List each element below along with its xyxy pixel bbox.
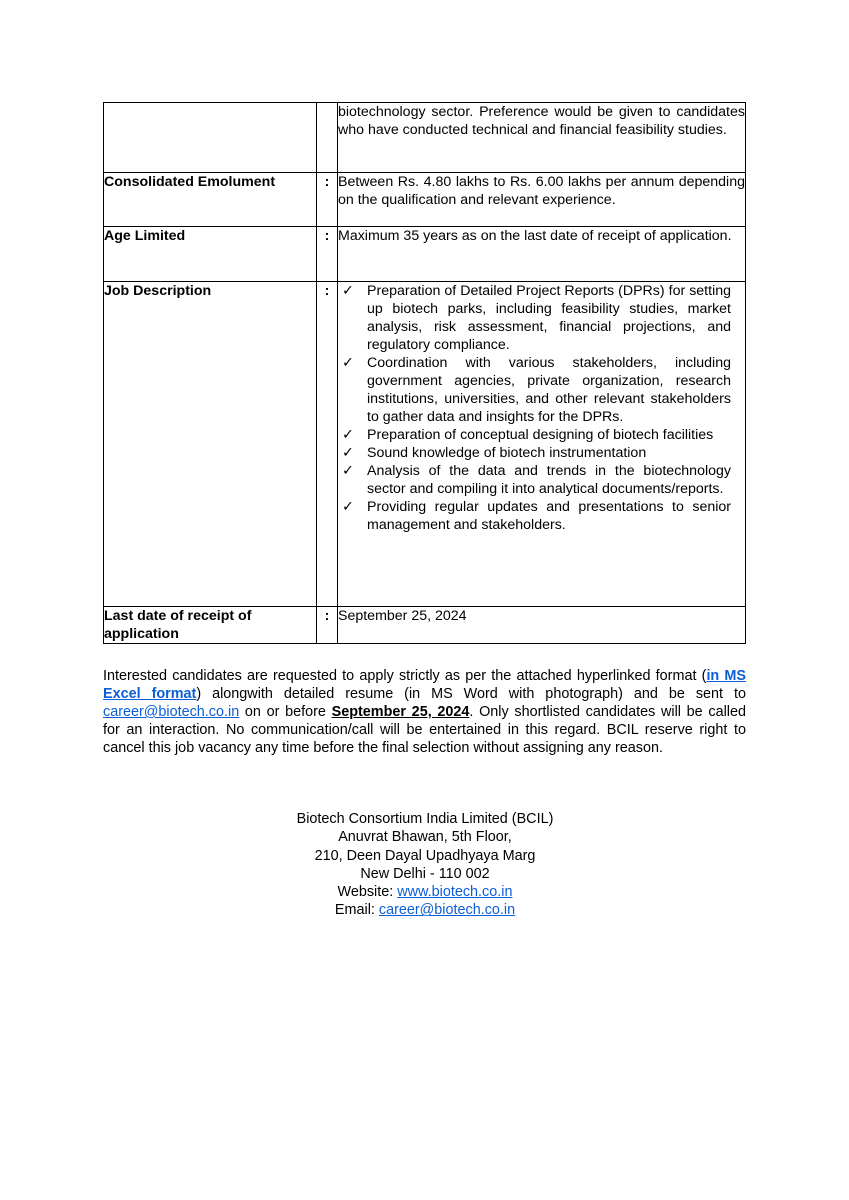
instructions-text: on or before	[239, 704, 332, 720]
contact-address-block	[200, 810, 650, 920]
list-item	[340, 354, 731, 426]
career-email-link[interactable]: career@biotech.co.in	[103, 704, 240, 720]
list-item	[340, 282, 731, 354]
list-item	[340, 498, 731, 534]
row-colon: :	[317, 607, 338, 644]
row-colon	[317, 103, 338, 173]
duty-text: Providing regular updates and presentations to senior management and stakeholders.	[367, 499, 731, 533]
job-duties-list	[340, 282, 745, 534]
job-details-table	[103, 102, 746, 644]
application-instructions	[103, 667, 746, 757]
row-colon: :	[317, 173, 338, 227]
organization-name: Biotech Consortium India Limited (BCIL)	[296, 811, 554, 827]
list-item	[340, 462, 731, 498]
excel-format-link[interactable]: in MS Excel format	[103, 668, 747, 702]
checkmark-icon: ✓	[342, 463, 354, 479]
website-line	[200, 883, 650, 901]
duty-text: Analysis of the data and trends in the biotechnology sector and compiling it into analytical documents/reports.	[367, 463, 731, 497]
table-row-emolument	[104, 173, 746, 227]
table-row-qualification-continued	[104, 103, 746, 173]
checkmark-icon: ✓	[342, 427, 354, 443]
list-item	[340, 426, 731, 444]
duty-text: Sound knowledge of biotech instrumentation	[367, 445, 647, 461]
table-row-age-limit	[104, 227, 746, 282]
checkmark-icon: ✓	[342, 499, 354, 515]
contact-email-link[interactable]: career@biotech.co.in	[378, 902, 516, 919]
checkmark-icon: ✓	[342, 355, 354, 371]
row-value-last-date: September 25, 2024	[338, 607, 746, 644]
email-line	[200, 901, 650, 919]
row-label-job-description: Job Description	[104, 282, 317, 607]
duty-text: Preparation of conceptual designing of biotech facilities	[367, 427, 714, 443]
row-value-qualification: biotechnology sector. Preference would be given to candidates who have conducted technical and financial feasibility studies.	[338, 103, 746, 173]
row-label-last-date: Last date of receipt of application	[104, 607, 317, 644]
deadline-date: September 25, 2024	[331, 704, 470, 720]
checkmark-icon: ✓	[342, 283, 354, 299]
address-line: New Delhi - 110 002	[360, 865, 490, 882]
email-label: Email:	[334, 902, 379, 919]
row-value-job-description	[338, 282, 746, 607]
row-value-age-limit: Maximum 35 years as on the last date of receipt of application.	[338, 227, 746, 282]
list-item	[340, 444, 731, 462]
row-label-age-limit: Age Limited	[104, 227, 317, 282]
instructions-text: . Only shortlisted candidates will be called for an interaction. No communication/call will be entertained in this regard. BCIL reserve right to cancel this job vacancy any time before the final selection without assigning any reason.	[103, 704, 746, 756]
address-line: 210, Deen Dayal Upadhyaya Marg	[314, 847, 536, 864]
row-value-emolument: Between Rs. 4.80 lakhs to Rs. 6.00 lakhs per annum depending on the qualification and relevant experience.	[338, 173, 746, 227]
checkmark-icon: ✓	[342, 445, 354, 461]
row-label-emolument: Consolidated Emolument	[104, 173, 317, 227]
website-label: Website:	[337, 884, 398, 901]
table-row-job-description	[104, 282, 746, 607]
instructions-text: ) alongwith detailed resume (in MS Word with photograph) and be sent to	[196, 686, 746, 702]
duty-text: Coordination with various stakeholders, including government agencies, private organization, research institutions, universities, and other relevant stakeholders to gather data and insights for the DPRs.	[367, 355, 731, 425]
duty-text: Preparation of Detailed Project Reports (DPRs) for setting up biotech parks, including feasibility studies, market analysis, risk assessment, financial projections, and regulatory compliance.	[367, 283, 731, 353]
table-row-last-date	[104, 607, 746, 644]
row-label	[104, 103, 317, 173]
website-link[interactable]: www.biotech.co.in	[397, 884, 513, 901]
row-colon: :	[317, 227, 338, 282]
address-line: Anuvrat Bhawan, 5th Floor,	[338, 829, 512, 846]
row-colon: :	[317, 282, 338, 607]
instructions-text: Interested candidates are requested to apply strictly as per the attached hyperlinked format (	[103, 668, 707, 684]
